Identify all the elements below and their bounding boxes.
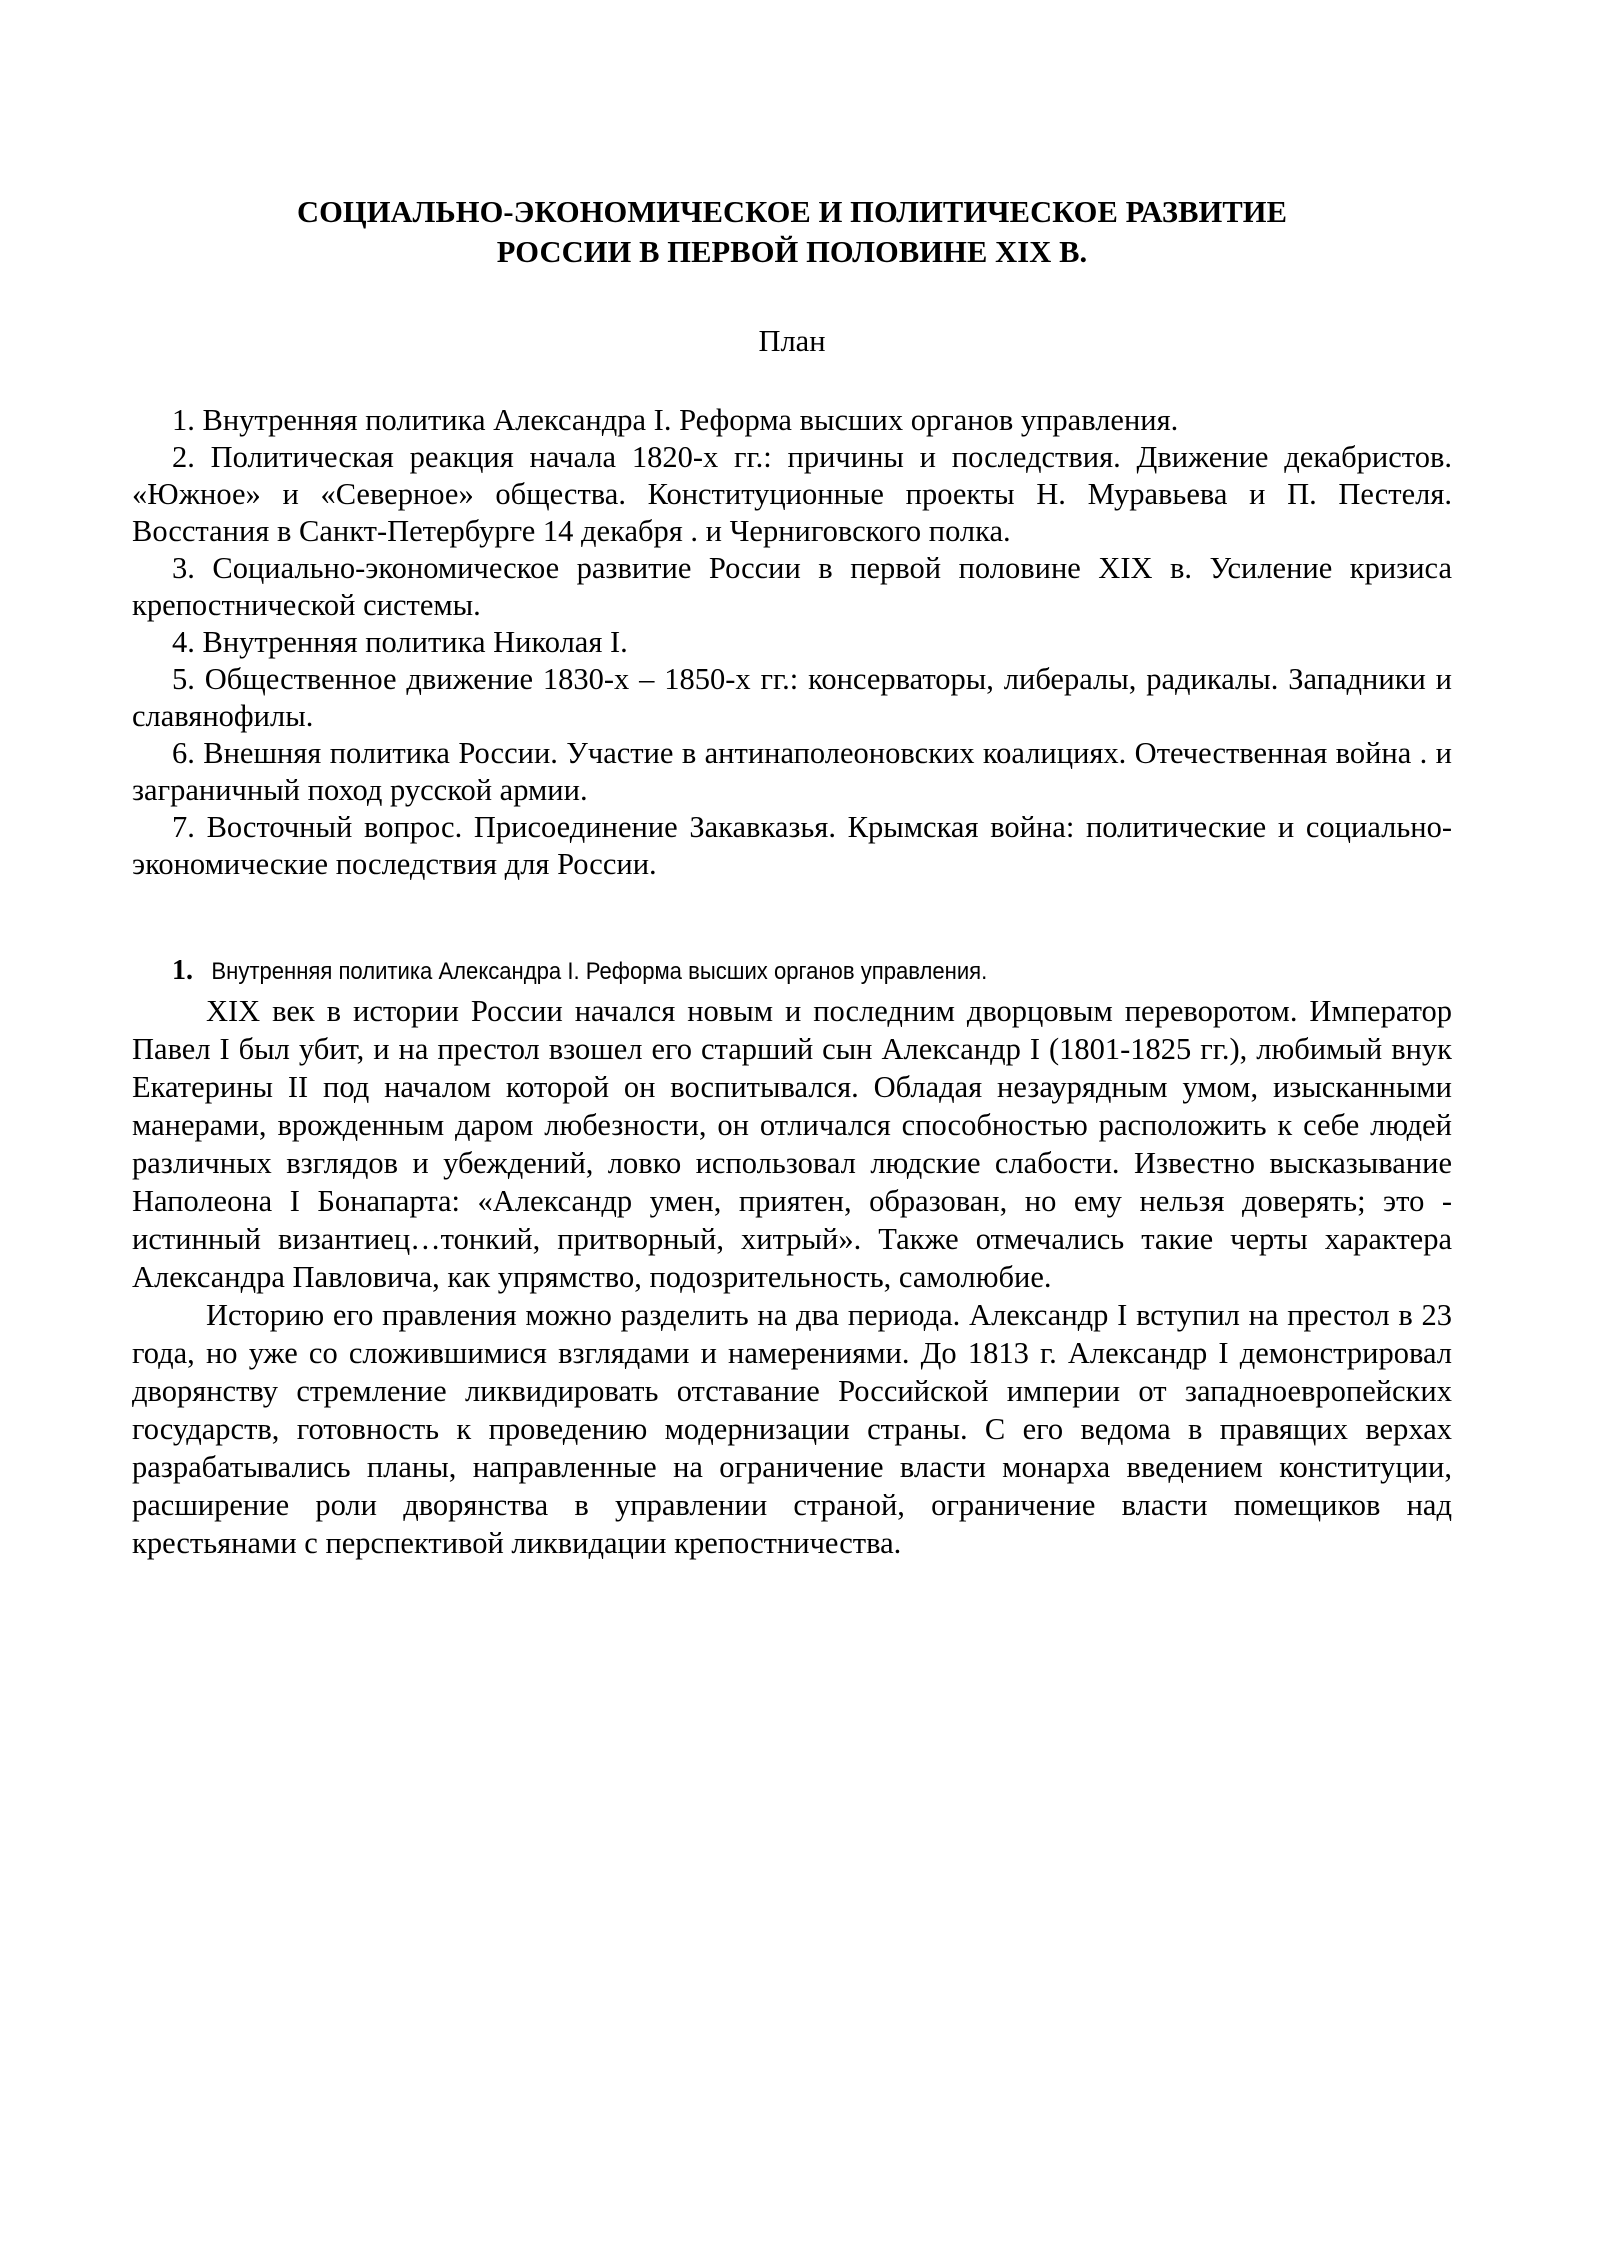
section-number: 1. [172,955,193,987]
plan-item: 6. Внешняя политика России. Участие в антинаполеоновских коалициях. Отечественная война . и заграничный поход русской армии. [132,736,1452,808]
document-title [156,193,1428,272]
section-heading [132,955,1452,987]
plan-item: 7. Восточный вопрос. Присоединение Закавказья. Крымская война: политические и социально-экономические последствия для России. [132,810,1452,882]
body-paragraph: Историю его правления можно разделить на два периода. Александр I вступил на престол в 23 года, но уже со сложившимися взглядами и намерениями. До 1813 г. Александр I демонстрировал дворянству стремление ликвидировать отставание Российской империи от западноевропейских государств, готовность к проведению модернизации страны. С его ведома в правящих верхах разрабатывались планы, направленные на ограничение власти монарха введением конституции, расширение роли дворянства в управлении страной, ограничение власти помещиков над крестьянами с перспективой ликвидации крепостничества. [132,1298,1452,1560]
plan-item: 5. Общественное движение 1830-х – 1850-х гг.: консерваторы, либералы, радикалы. Западники и славянофилы. [132,662,1452,734]
body-paragraph: XIX век в истории России начался новым и последним дворцовым переворотом. Император Павел I был убит, и на престол взошел его старший сын Александр I (1801-1825 гг.), любимый внук Екатерины II под началом которой он воспитывался. Обладая незаурядным умом, изысканными манерами, врожденным даром любезности, он отличался способностью расположить к себе людей различных взглядов и убеждений, ловко использовал людские слабости. Известно высказывание Наполеона I Бонапарта: «Александр умен, приятен, образован, но ему нельзя доверять; это - истинный византиец…тонкий, притворный, хитрый». Также отмечались такие черты характера Александра Павловича, как упрямство, подозрительность, самолюбие. [132,994,1452,1295]
plan-heading: План [758,324,826,359]
plan-item: 4. Внутренняя политика Николая I. [172,625,628,660]
section-heading-text: Внутренняя политика Александра I. Реформа высших органов управления. [211,958,988,986]
plan-item: 2. Политическая реакция начала 1820-х гг.: причины и последствия. Движение декабристов. «Южное» и «Северное» общества. Конституционные проекты Н. Муравьева и П. Пестеля. Восстания в Санкт-Петербурге 14 декабря . и Черниговского полка. [132,439,1452,548]
plan-list [132,402,1452,884]
plan-item: 3. Социально-экономическое развитие России в первой половине XIX в. Усиление кризиса крепостнической системы. [132,550,1452,623]
document-title-line-1: СОЦИАЛЬНО-ЭКОНОМИЧЕСКОЕ И ПОЛИТИЧЕСКОЕ РАЗВИТИЕ [296,195,1288,229]
document-title-line-2: РОССИИ В ПЕРВОЙ ПОЛОВИНЕ XIX В. [496,234,1088,269]
plan-item: 1. Внутренняя политика Александра I. Реформа высших органов управления. [172,402,1179,437]
